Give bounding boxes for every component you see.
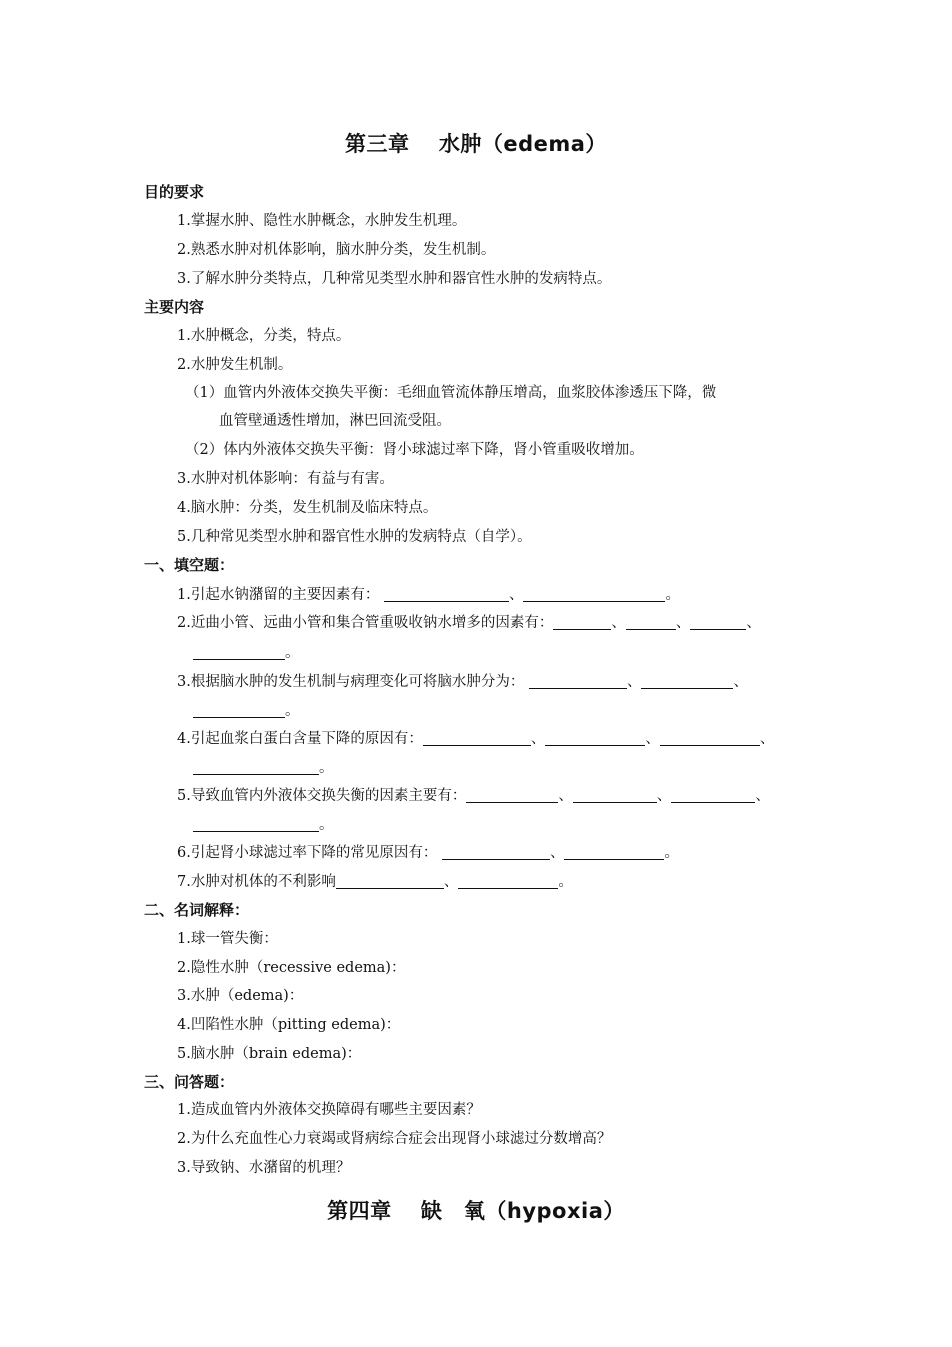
qa-question-3: 3.导致钠、水潴留的机理？ bbox=[177, 1160, 351, 1176]
answer-blank[interactable] bbox=[523, 585, 665, 602]
question-text: 7.水肿对机体的不利影响 bbox=[177, 874, 336, 890]
question-text: 6.引起肾小球滤过率下降的常见原因有： bbox=[177, 845, 438, 861]
term-5: 5.脑水肿（brain edema)： bbox=[177, 1046, 362, 1062]
answer-blank[interactable] bbox=[626, 613, 676, 630]
answer-blank[interactable] bbox=[564, 843, 664, 860]
content-item-4: 4.脑水肿：分类，发生机制及临床特点。 bbox=[177, 500, 438, 516]
answer-blank[interactable] bbox=[193, 701, 285, 718]
qa-heading: 三、问答题： bbox=[144, 1073, 235, 1091]
qa-question-2: 2.为什么充血性心力衰竭或肾病综合症会出现肾小球滤过分数增高？ bbox=[177, 1131, 612, 1147]
content-sub-1-line-2: 血管壁通透性增加，淋巴回流受阻。 bbox=[219, 413, 451, 429]
fill-question-2-cont: 。 bbox=[193, 643, 300, 663]
answer-blank[interactable] bbox=[671, 786, 755, 803]
fill-question-2: 2.近曲小管、远曲小管和集合管重吸收钠水增多的因素有： 、 、 、 bbox=[177, 615, 761, 631]
fill-question-5-cont: 。 bbox=[193, 815, 334, 835]
fill-question-1: 1.引起水钠潴留的主要因素有： 、 。 bbox=[177, 587, 680, 603]
fill-question-4-cont: 。 bbox=[193, 758, 334, 778]
term-2: 2.隐性水肿（recessive edema)： bbox=[177, 960, 406, 976]
content-item-2: 2.水肿发生机制。 bbox=[177, 357, 293, 373]
answer-blank[interactable] bbox=[466, 786, 558, 803]
content-item-1: 1.水肿概念，分类，特点。 bbox=[177, 328, 351, 344]
term-1: 1.球一管失衡： bbox=[177, 931, 278, 947]
answer-blank[interactable] bbox=[193, 758, 319, 775]
answer-blank[interactable] bbox=[384, 585, 509, 602]
question-text: 4.引起血浆白蛋白含量下降的原因有： bbox=[177, 731, 423, 747]
answer-blank[interactable] bbox=[336, 872, 444, 889]
content-item-5: 5.几种常见类型水肿和器官性水肿的发病特点（自学）。 bbox=[177, 529, 532, 545]
content-item-3: 3.水肿对机体影响：有益与有害。 bbox=[177, 471, 394, 487]
answer-blank[interactable] bbox=[690, 613, 746, 630]
fill-question-3-cont: 。 bbox=[193, 701, 300, 721]
qa-question-1: 1.造成血管内外液体交换障碍有哪些主要因素？ bbox=[177, 1102, 481, 1118]
chapter-4-title: 第四章 缺 氧（hypoxia） bbox=[327, 1199, 625, 1223]
objectives-heading: 目的要求 bbox=[144, 183, 205, 201]
answer-blank[interactable] bbox=[553, 613, 611, 630]
fill-question-7: 7.水肿对机体的不利影响 、 。 bbox=[177, 874, 573, 890]
question-text: 1.引起水钠潴留的主要因素有： bbox=[177, 587, 380, 603]
answer-blank[interactable] bbox=[545, 729, 645, 746]
chapter-3-title: 第三章 水肿（edema） bbox=[345, 132, 607, 156]
answer-blank[interactable] bbox=[193, 643, 285, 660]
fill-question-5: 5.导致血管内外液体交换失衡的因素主要有： 、 、 、 bbox=[177, 788, 770, 804]
fill-question-4: 4.引起血浆白蛋白含量下降的原因有： 、 、 、 bbox=[177, 731, 775, 747]
question-text: 3.根据脑水肿的发生机制与病理变化可将脑水肿分为： bbox=[177, 674, 525, 690]
question-text: 2.近曲小管、远曲小管和集合管重吸收钠水增多的因素有： bbox=[177, 615, 554, 631]
term-3: 3.水肿（edema)： bbox=[177, 988, 304, 1004]
fill-in-heading: 一、填空题： bbox=[144, 556, 235, 574]
answer-blank[interactable] bbox=[660, 729, 760, 746]
answer-blank[interactable] bbox=[423, 729, 531, 746]
content-heading: 主要内容 bbox=[144, 298, 205, 316]
content-sub-1-line-1: （1）血管内外液体交换失平衡：毛细血管流体静压增高，血浆胶体渗透压下降，微 bbox=[185, 385, 717, 401]
fill-question-6: 6.引起肾小球滤过率下降的常见原因有： 、 。 bbox=[177, 845, 679, 861]
answer-blank[interactable] bbox=[529, 672, 627, 689]
terms-heading: 二、名词解释： bbox=[144, 901, 250, 919]
term-4: 4.凹陷性水肿（pitting edema)： bbox=[177, 1017, 401, 1033]
answer-blank[interactable] bbox=[193, 815, 319, 832]
content-sub-2: （2）体内外液体交换失平衡：肾小球滤过率下降，肾小管重吸收增加。 bbox=[185, 442, 644, 458]
objective-3: 3.了解水肿分类特点，几种常见类型水肿和器官性水肿的发病特点。 bbox=[177, 271, 612, 287]
objective-1: 1.掌握水肿、隐性水肿概念，水肿发生机理。 bbox=[177, 213, 467, 229]
objective-2: 2.熟悉水肿对机体影响，脑水肿分类，发生机制。 bbox=[177, 242, 496, 258]
answer-blank[interactable] bbox=[458, 872, 558, 889]
answer-blank[interactable] bbox=[641, 672, 733, 689]
answer-blank[interactable] bbox=[442, 843, 550, 860]
question-text: 5.导致血管内外液体交换失衡的因素主要有： bbox=[177, 788, 467, 804]
fill-question-3: 3.根据脑水肿的发生机制与病理变化可将脑水肿分为： 、 、 bbox=[177, 674, 748, 690]
answer-blank[interactable] bbox=[573, 786, 657, 803]
